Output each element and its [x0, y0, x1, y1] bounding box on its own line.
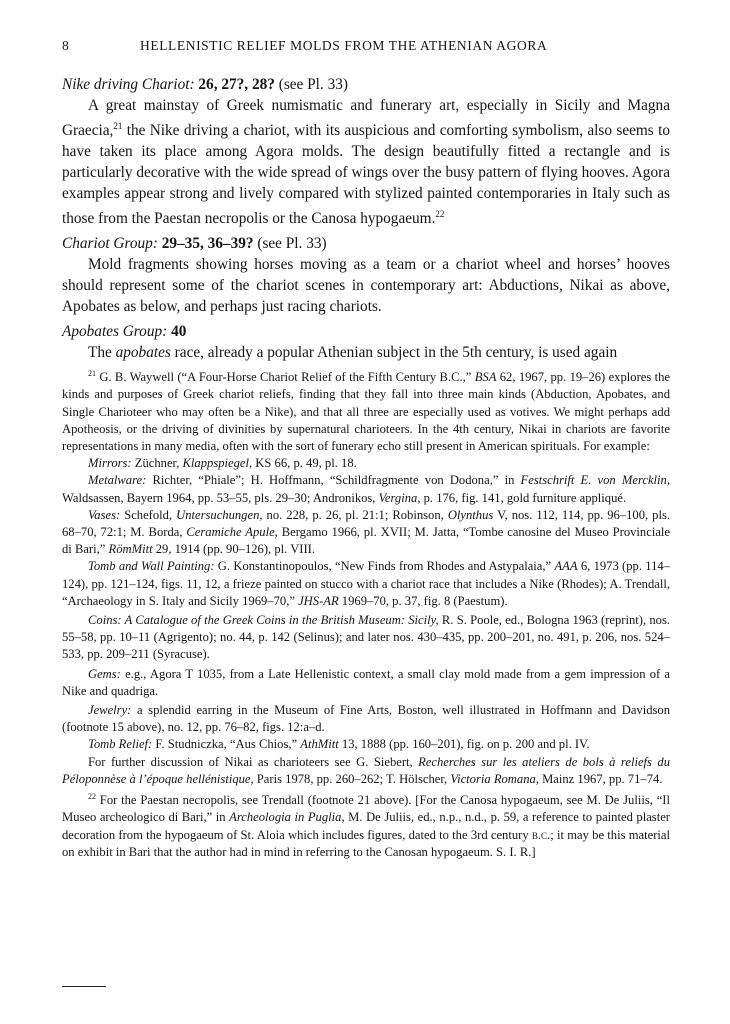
footnote-vases: Vases: Schefold, Untersuchungen, no. 228, p. 26, pl. 21:1; Robinson, Olynthus V, nos. 112, 114, pp. 96–100, pls. 68–70, 72:1; M. Borda, Ceramiche Apule, Bergamo 1966, pl. XVII; M. Jatta, “Tombe canosine del Museo Provinciale di Bari,” RömMitt 29, 1914 (pp. 90–126), pl. VIII.	[62, 507, 671, 557]
footnote-22: $^{22}$ For the Paestan necropolis, see Trendall (footnote 21 above). [For the Canosa hypogaeum, see M. De Juliis, “Il Museo archeologico di Bari,” in Archeologia in Puglia, M. De Juliis, ed., n.p., n.d., p. 59, a reference to painted plaster decoration from the hypogaeum of St. Aloia which includes figures, dated to the 3rd century b.c.; it may be this material on exhibit in Bari that the author had in mind in referring to the Canosan hypogaeum. S. I. R.]	[62, 792, 670, 859]
footnote-gems: Gems: e.g., Agora T 1035, from a Late Hellenistic context, a small clay mold made from a gem impression of a Nike and quadriga.	[62, 666, 670, 698]
footnote-tomb-painting: Tomb and Wall Painting: G. Konstantinopoulos, “New Finds from Rhodes and Astypalaia,” AAA 6, 1973 (pp. 114–124), pp. 121–124, figs. 11, 12, a frieze painted on stucco with a chariot race that includes a Nike (Rhodes); A. Trendall, “Archaeology in S. Italy and Sicily 1969–70,” JHS-AR 1969–70, p. 37, fig. 8 (Paestum).	[62, 559, 670, 608]
footnote-mirrors: Mirrors: Züchner, Klappspiegel, KS 66, p. 49, pl. 18.	[88, 456, 357, 471]
chariot-heading: Chariot Group: 29–35, 36–39? (see Pl. 33)	[62, 235, 327, 253]
footnote-further: For further discussion of Nikai as charioteers see G. Siebert, Recherches sur les ateliers de bols à reliefs du Péloponnèse à l’époque hellénistique, Paris 1978, pp. 260–262; T. Hölscher, Victoria Romana, Mainz 1967, pp. 71–74.	[62, 754, 670, 786]
main-text	[62, 74, 670, 363]
apobates-heading: Apobates Group: 40	[62, 323, 187, 341]
footnote-coins: Coins: A Catalogue of the Greek Coins in the British Museum: Sicily, R. S. Poole, ed., Bologna 1963 (reprint), nos. 55–58, pp. 10–11 (Agrigento); no. 44, p. 142 (Selinus); and later nos. 430–435, pp. 200–201, no. 491, p. 206, nos. 524–533, pp. 209–211 (Syracuse).	[62, 613, 670, 662]
nike-paragraph: A great mainstay of Greek numismatic and funerary art, especially in Sicily and Magna Graecia,$^{21}$ the Nike driving a chariot, with its auspicious and comforting symbolism, also seems to have taken its place among Agora molds. The design beautifully fitted a rectangle and is particularly decorative with the wide spread of wings over the busy pattern of flying hooves. Agora examples appear strong and lively compared with stylized painted contemporaries in Italy such as those from the Paestan necropolis or the Canosa hypogaeum.$^{22}$	[62, 97, 670, 228]
footnote-21: $^{21}$ G. B. Waywell (“A Four-Horse Chariot Relief of the Fifth Century B.C.,” BSA 62, 1967, pp. 19–26) explores the kinds and purposes of Greek chariot reliefs, finding that they fall into three main kinds (Abduction, Apobates, and Single Charioteer who may often be a Nike), and that all three are especially used as votives. We might perhaps add Apotheosis, or the driving of divinities by supernatural charioteers. In the 4th century, Nikai in chariots are favorite representations in many media, often with the sort of funerary echo still present in American spirituals. For example:	[62, 369, 670, 453]
apobates-paragraph: The apobates race, already a popular Athenian subject in the 5th century, is used again	[88, 344, 618, 362]
footer-rule	[62, 986, 106, 987]
footnote-ref-21: 21	[113, 121, 123, 131]
nike-heading: Nike driving Chariot: 26, 27?, 28? (see Pl. 33)	[62, 76, 348, 93]
footnote-ref-22: 22	[435, 209, 445, 220]
footnotes	[62, 365, 670, 861]
footnote-tomb-relief: Tomb Relief: F. Studniczka, “Aus Chios,” AthMitt 13, 1888 (pp. 160–201), fig. on p. 200 and pl. IV.	[88, 737, 590, 752]
page-number: 8	[62, 38, 69, 53]
footnote-jewelry: Jewelry: a splendid earring in the Museum of Fine Arts, Boston, well illustrated in Hoffmann and Davidson (footnote 15 above), no. 12, pp. 76–82, figs. 12:a–d.	[62, 703, 670, 735]
page-header	[62, 38, 670, 58]
running-head: HELLENISTIC RELIEF MOLDS FROM THE ATHENIAN AGORA	[140, 38, 548, 53]
chariot-paragraph: Mold fragments showing horses moving as a team or a chariot wheel and horses’ hooves should represent some of the chariot scenes in contemporary art: Abductions, Nikai as above, Apobates as below, and perhaps just racing chariots.	[62, 256, 670, 316]
footnote-metalware: Metalware: Richter, “Phiale”; H. Hoffmann, “Schildfragmente von Dodona,” in Festschrift E. von Mercklin, Waldsassen, Bayern 1964, pp. 53–55, pls. 29–30; Andronikos, Vergina, p. 176, fig. 141, gold furniture appliqué.	[62, 473, 670, 505]
